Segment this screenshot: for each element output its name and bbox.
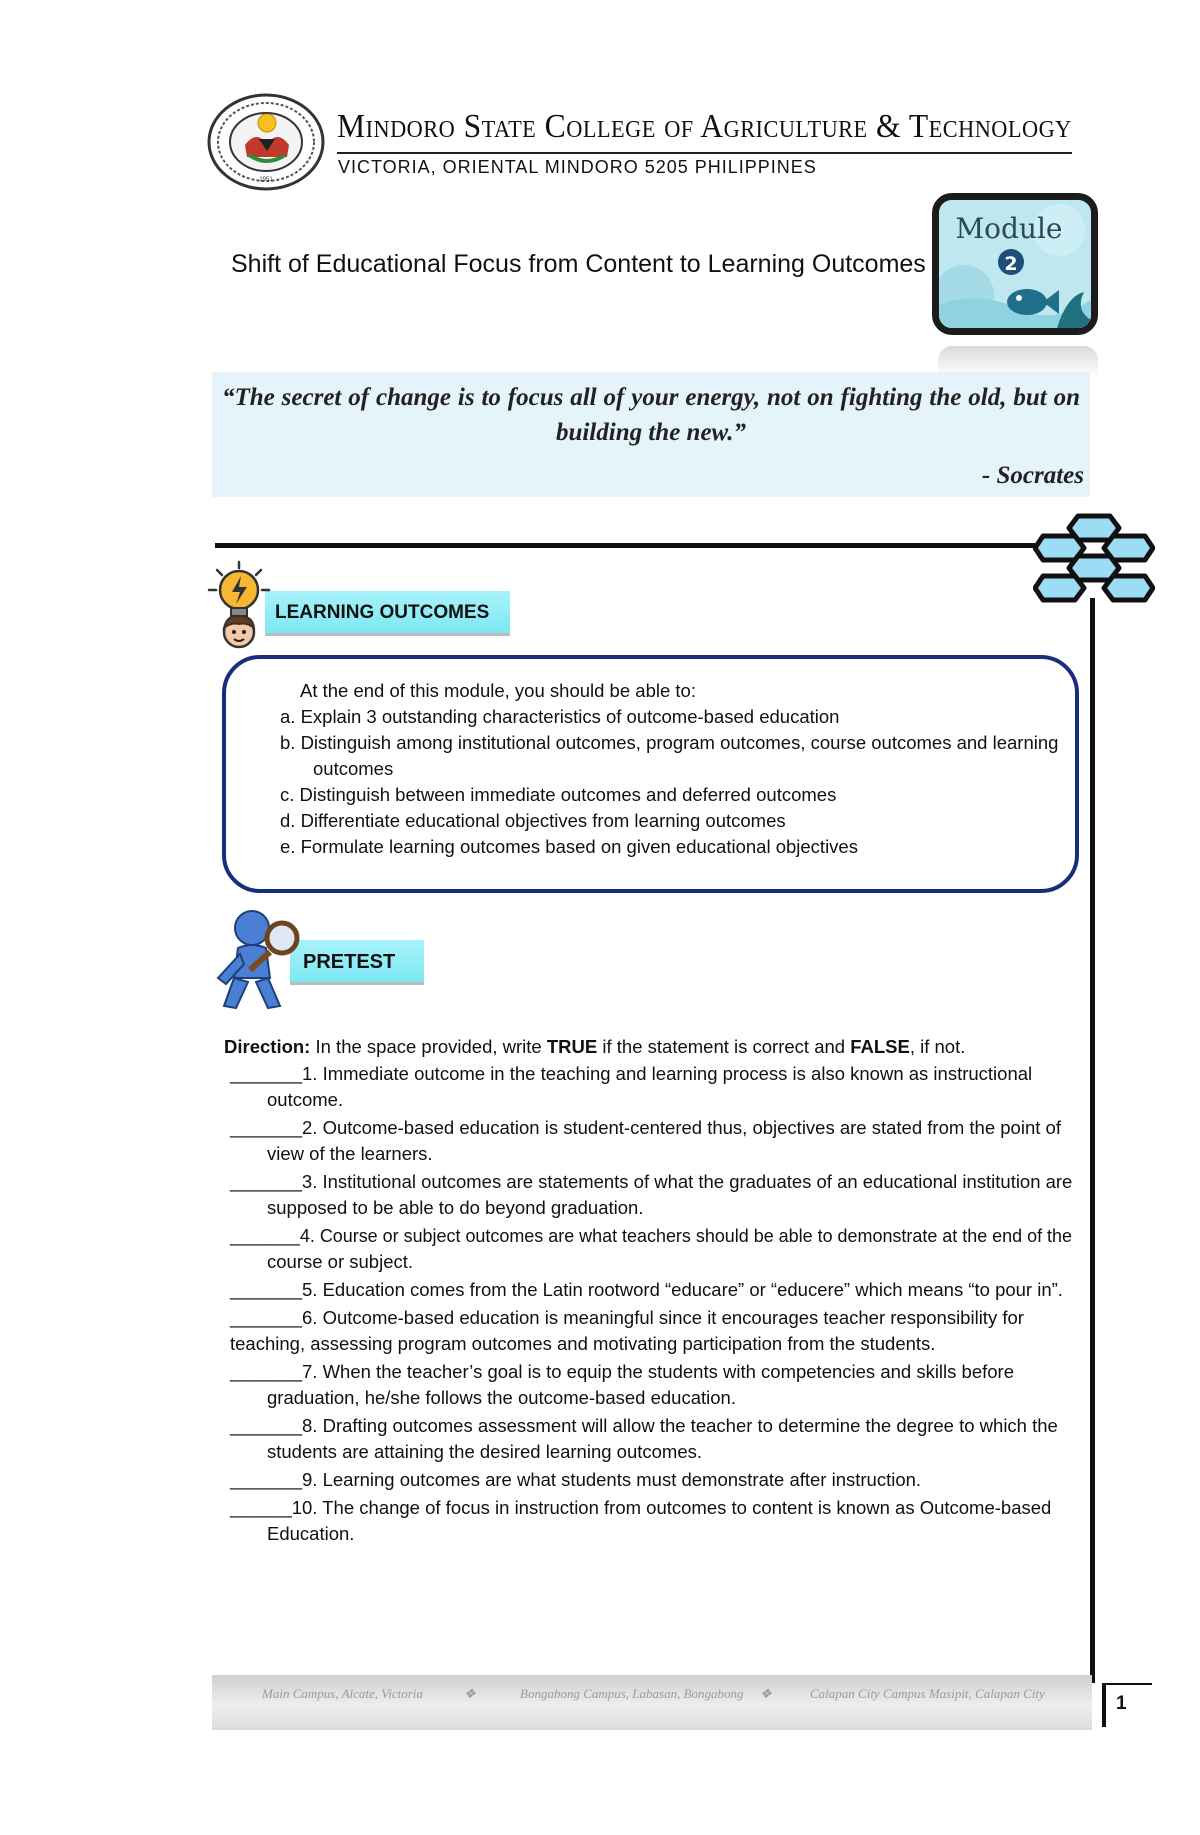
college-seal-icon <box>207 93 325 191</box>
lightbulb-idea-icon <box>207 560 285 650</box>
outcomes-intro: At the end of this module, you should be able to: <box>300 680 696 701</box>
honeycomb-icon <box>1033 512 1155 604</box>
question-line: _______4. Course or subject outcomes are what teachers should be able to demonstrate at the end of the <box>230 1225 1073 1246</box>
module-title: Shift of Educational Focus from Content to Learning Outcomes <box>231 250 926 278</box>
direction-text: In the space provided, write <box>310 1036 547 1057</box>
direction-text: if the statement is correct and <box>597 1036 851 1057</box>
outcome-item: b. Distinguish among institutional outcomes, program outcomes, course outcomes and learning <box>280 732 1059 753</box>
magnifying-glass-person-icon <box>210 908 300 1013</box>
outcome-item: d. Differentiate educational objectives from learning outcomes <box>280 810 786 831</box>
outcome-item-continued: outcomes <box>313 758 394 779</box>
module-badge-number: 2 <box>1004 253 1018 275</box>
question-continued: Education. <box>267 1523 355 1544</box>
outcome-item: a. Explain 3 outstanding characteristics of outcome-based education <box>280 706 840 727</box>
question-line: _______1. Immediate outcome in the teaching and learning process is also known as instructional <box>230 1063 1033 1084</box>
question-line: _______7. When the teacher’s goal is to equip the students with competencies and skills before <box>230 1361 1015 1382</box>
question-continued: students are attaining the desired learning outcomes. <box>267 1441 703 1462</box>
learning-outcomes-heading: LEARNING OUTCOMES <box>265 591 510 633</box>
footer-campus: Main Campus, Alcate, Victoria <box>262 1686 423 1701</box>
pretest-direction <box>224 1033 965 1060</box>
question-continued: course or subject. <box>267 1251 414 1272</box>
question-continued: supposed to be able to do beyond graduation. <box>267 1197 644 1218</box>
outcome-item: c. Distinguish between immediate outcomes and deferred outcomes <box>280 784 837 805</box>
footer-separator-icon: ❖ <box>760 1686 772 1701</box>
section-divider <box>215 543 1035 548</box>
direction-label: Direction: <box>224 1036 311 1057</box>
right-border-line <box>1090 598 1095 1683</box>
module-badge <box>932 193 1098 335</box>
svg-text:1951: 1951 <box>259 177 273 183</box>
direction-text: , if not. <box>909 1036 966 1057</box>
college-address: VICTORIA, ORIENTAL MINDORO 5205 PHILIPPINES <box>338 157 817 177</box>
question-continued: teaching, assessing program outcomes and motivating participation from the students. <box>230 1333 936 1354</box>
college-name: Mindoro State College of Agriculture & Technology <box>337 108 1072 145</box>
footer-campus: Calapan City Campus Masipit, Calapan City <box>810 1686 1045 1701</box>
question-line: ______10. The change of focus in instruction from outcomes to content is known as Outcome-based <box>230 1497 1052 1518</box>
footer-band <box>212 1675 1092 1730</box>
question-line: _______3. Institutional outcomes are statements of what the graduates of an educational institution are <box>230 1171 1073 1192</box>
question-continued: graduation, he/she follows the outcome-based education. <box>267 1387 736 1408</box>
quote-author: - Socrates <box>981 462 1084 489</box>
question-line: _______9. Learning outcomes are what students must demonstrate after instruction. <box>230 1469 922 1490</box>
header-divider <box>337 152 1072 154</box>
question-line: _______2. Outcome-based education is student-centered thus, objectives are stated from the point of <box>230 1117 1061 1138</box>
true-label: TRUE <box>546 1036 598 1057</box>
module-badge-art-icon <box>939 200 1091 328</box>
page-number-box <box>1102 1683 1152 1727</box>
page-number: 1 <box>1116 1693 1127 1714</box>
quote-text: “The secret of change is to focus all of your energy, not on fighting the old, but on building the new.” <box>222 384 1080 446</box>
question-line: _______6. Outcome-based education is meaningful since it encourages teacher responsibility for <box>230 1307 1024 1328</box>
outcome-item: e. Formulate learning outcomes based on given educational objectives <box>280 836 858 857</box>
footer-campus: Bongabong Campus, Labasan, Bongabong <box>520 1686 744 1701</box>
question-line: _______5. Education comes from the Latin rootword “educare” or “educere” which means “to pour in”. <box>230 1279 1063 1300</box>
question-continued: outcome. <box>267 1089 344 1110</box>
pretest-heading: PRETEST <box>290 940 424 982</box>
footer-separator-icon: ❖ <box>464 1686 476 1701</box>
question-line: _______8. Drafting outcomes assessment will allow the teacher to determine the degree to which the <box>230 1415 1058 1436</box>
false-label: FALSE <box>850 1036 910 1057</box>
question-continued: view of the learners. <box>267 1143 433 1164</box>
module-badge-label: Module <box>955 212 1063 245</box>
